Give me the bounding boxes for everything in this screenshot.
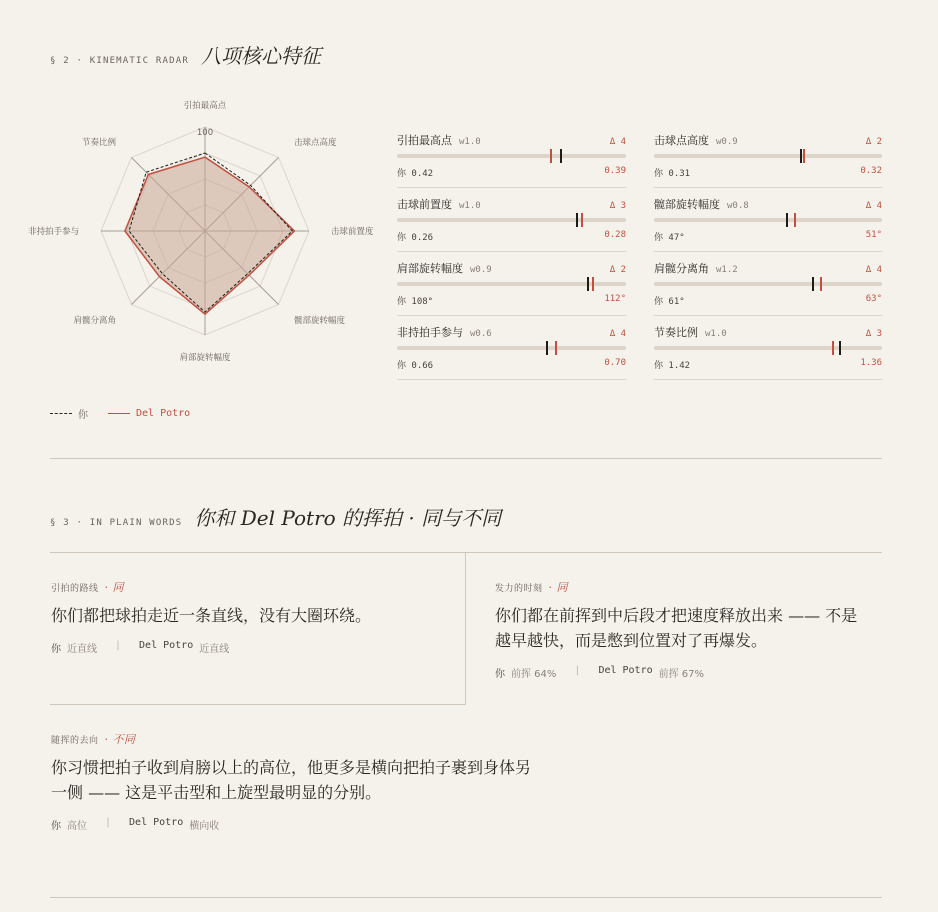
- metric-item: [397, 188, 626, 252]
- metric-track: [654, 218, 882, 222]
- radar-axis-label: 非持拍手参与: [28, 227, 80, 237]
- divider: [50, 458, 882, 459]
- you-marker: [560, 149, 562, 163]
- metric-header: [397, 324, 626, 340]
- delpotro-value: 51°: [865, 230, 882, 240]
- metric-weight: w1.2: [716, 265, 738, 275]
- metric-track: [397, 154, 626, 158]
- delpotro-value: 0.32: [860, 166, 882, 176]
- comparison-card: [51, 731, 541, 832]
- delpotro-value: 1.36: [860, 358, 882, 368]
- metric-weight: w1.0: [705, 329, 727, 339]
- card-status: · 不同: [104, 733, 136, 746]
- radar-axis-label: 肩髋分离角: [73, 315, 117, 326]
- metric-track: [654, 282, 882, 286]
- you-marker: [546, 341, 548, 355]
- metric-name: 非持拍手参与: [397, 326, 463, 339]
- metric-weight: w0.8: [727, 201, 749, 211]
- metric-item: [654, 188, 882, 252]
- metric-delta: Δ 3: [865, 329, 882, 339]
- metric-name: 节奏比例: [654, 326, 698, 339]
- legend-delpotro: Del Potro: [136, 408, 191, 419]
- section2-title: 八项核心特征: [201, 44, 321, 68]
- metric-header: [654, 132, 882, 148]
- legend-solid-icon: [108, 413, 130, 414]
- metric-values: [654, 358, 882, 371]
- delpotro-marker: [794, 213, 796, 227]
- delpotro-value: 0.39: [604, 166, 626, 176]
- metric-values: [397, 230, 626, 243]
- metric-delta: Δ 4: [865, 265, 882, 275]
- metric-track: [654, 154, 882, 158]
- metric-delta: Δ 4: [609, 137, 626, 147]
- card-compare: 你 高位 | Del Potro 横向收: [51, 817, 220, 832]
- metric-item: [654, 252, 882, 316]
- metric-header: [397, 196, 626, 212]
- metric-delta: Δ 3: [609, 201, 626, 211]
- radar-scale-label: 100: [196, 128, 214, 138]
- legend-dash-icon: [50, 413, 72, 414]
- metric-item: [397, 252, 626, 316]
- you-value: 你 47°: [654, 233, 685, 243]
- metric-values: [654, 166, 882, 179]
- metric-weight: w1.0: [459, 137, 481, 147]
- you-value: 你 61°: [654, 297, 685, 307]
- metric-name: 髋部旋转幅度: [654, 198, 720, 211]
- card-divider-vertical: [465, 552, 466, 704]
- card-divider-horizontal: [50, 704, 466, 705]
- metric-track: [654, 346, 882, 350]
- section2-header: [50, 40, 321, 69]
- delpotro-value: 0.28: [604, 230, 626, 240]
- metric-weight: w0.6: [470, 329, 492, 339]
- you-marker: [786, 213, 788, 227]
- metric-values: [397, 358, 626, 371]
- metric-header: [654, 260, 882, 276]
- card-compare: 你 前挥 64% | Del Potro 前挥 67%: [495, 665, 705, 680]
- metric-values: [654, 294, 882, 307]
- section3-header: [50, 502, 501, 531]
- metric-item: [397, 316, 626, 380]
- radar-axis-label: 击球前置度: [330, 227, 374, 237]
- metric-name: 击球点高度: [654, 134, 709, 147]
- card-status: · 同: [104, 581, 125, 594]
- you-marker: [839, 341, 841, 355]
- metric-item: [654, 316, 882, 380]
- card-text: 你们都在前挥到中后段才把速度释放出来 —— 不是越早越快，而是憋到位置对了再爆发。: [495, 606, 858, 650]
- section3-title: 你和 Del Potro 的挥拍 · 同与不同: [194, 506, 502, 530]
- delpotro-marker: [581, 213, 583, 227]
- metric-delta: Δ 4: [865, 201, 882, 211]
- metric-header: [397, 132, 626, 148]
- you-value: 你 0.66: [397, 361, 434, 371]
- metric-values: [654, 230, 882, 243]
- card-tag: 随挥的去向 · 不同: [51, 733, 136, 746]
- delpotro-marker: [550, 149, 552, 163]
- you-marker: [812, 277, 814, 291]
- metric-header: [654, 196, 882, 212]
- legend-you: 你: [78, 410, 88, 421]
- delpotro-marker: [832, 341, 834, 355]
- metric-name: 肩部旋转幅度: [397, 262, 463, 275]
- radar-legend: [50, 406, 190, 421]
- card-status: · 同: [548, 581, 569, 594]
- delpotro-marker: [803, 149, 805, 163]
- delpotro-value: 0.70: [604, 358, 626, 368]
- metric-track: [397, 282, 626, 286]
- you-value: 你 0.42: [397, 169, 434, 179]
- you-value: 你 108°: [397, 297, 434, 307]
- you-value: 你 0.31: [654, 169, 691, 179]
- metric-values: [397, 294, 626, 307]
- metric-delta: Δ 2: [865, 137, 882, 147]
- radar-axis-label: 节奏比例: [82, 138, 117, 149]
- divider: [50, 897, 882, 898]
- metric-item: [654, 124, 882, 188]
- metric-delta: Δ 2: [609, 265, 626, 275]
- divider: [50, 552, 882, 553]
- card-tag: 引拍的路线 · 同: [51, 581, 125, 594]
- you-marker: [587, 277, 589, 291]
- radar-axis-label: 肩部旋转幅度: [179, 352, 231, 363]
- metrics-grid: [397, 124, 882, 380]
- metric-values: [397, 166, 626, 179]
- delpotro-value: 112°: [604, 294, 626, 304]
- radar-delpotro-series: [125, 157, 295, 314]
- radar-axis-label: 引拍最高点: [183, 101, 227, 112]
- card-text: 你习惯把拍子收到肩膀以上的高位，他更多是横向把拍子裹到身体另一侧 —— 这是平击型和上旋型最明显的分别。: [51, 758, 532, 802]
- delpotro-value: 63°: [865, 294, 882, 304]
- you-value: 你 1.42: [654, 361, 691, 371]
- you-marker: [576, 213, 578, 227]
- card-text: 你们都把球拍走近一条直线，没有大圈环绕。: [51, 606, 372, 625]
- delpotro-marker: [820, 277, 822, 291]
- card-compare: 你 近直线 | Del Potro 近直线: [51, 640, 230, 655]
- section2-label: § 2 · KINEMATIC RADAR: [50, 56, 189, 66]
- radar-chart: [22, 100, 382, 375]
- metric-item: [397, 124, 626, 188]
- you-value: 你 0.26: [397, 233, 434, 243]
- metric-name: 击球前置度: [397, 198, 452, 211]
- metric-header: [397, 260, 626, 276]
- metric-header: [654, 324, 882, 340]
- metric-name: 引拍最高点: [397, 134, 452, 147]
- radar-axis-label: 髋部旋转幅度: [293, 315, 345, 326]
- metric-track: [397, 218, 626, 222]
- metric-name: 肩髋分离角: [654, 262, 709, 275]
- delpotro-marker: [555, 341, 557, 355]
- metric-weight: w0.9: [470, 265, 492, 275]
- metric-weight: w0.9: [716, 137, 738, 147]
- metric-track: [397, 346, 626, 350]
- metric-delta: Δ 4: [609, 329, 626, 339]
- comparison-card: [51, 579, 451, 655]
- radar-axis-label: 击球点高度: [293, 138, 337, 149]
- card-tag: 发力的时刻 · 同: [495, 581, 569, 594]
- metric-weight: w1.0: [459, 201, 481, 211]
- delpotro-marker: [592, 277, 594, 291]
- section3-label: § 3 · IN PLAIN WORDS: [50, 518, 183, 528]
- comparison-card: [495, 579, 870, 680]
- you-marker: [800, 149, 802, 163]
